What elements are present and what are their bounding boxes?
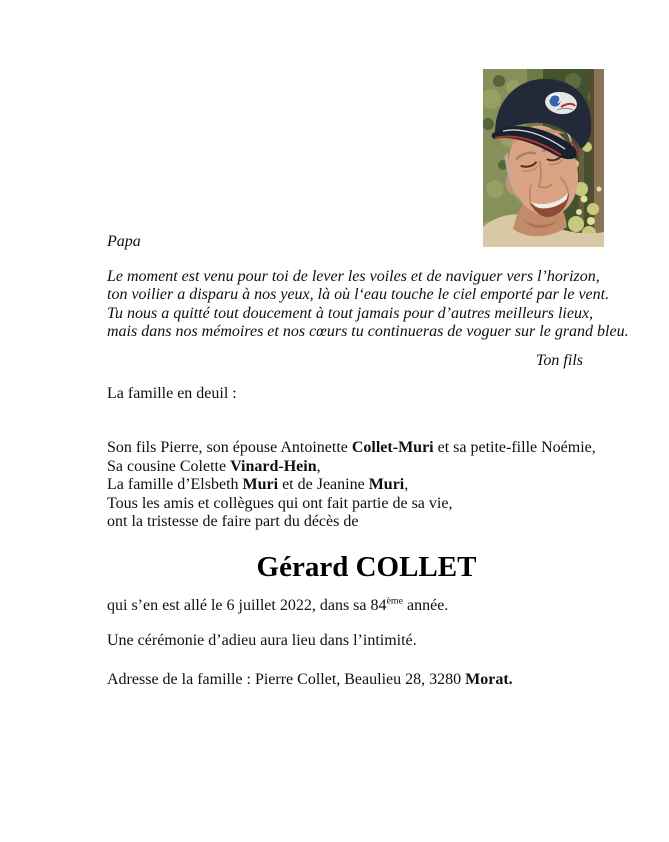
portrait-photo-illustration [483,69,604,247]
poem-line: mais dans nos mémoires et nos cœurs tu continueras de voguer sur le grand bleu. [107,323,629,341]
ceremony-line: Une cérémonie d’adieu aura lieu dans l’intimité. [107,632,417,649]
death-date-line: qui s’en est allé le 6 juillet 2022, dans sa 84ème année. [107,595,449,614]
family-line: Sa cousine Colette Vinard-Hein, [107,457,321,475]
poem-signature: Ton fils [536,352,583,369]
family-line: ont la tristesse de faire part du décès de [107,513,359,530]
dedication-papa: Papa [107,233,141,250]
family-address-line: Adresse de la famille : Pierre Collet, Beaulieu 28, 3280 Morat. [107,671,513,688]
family-list [107,439,596,532]
memorial-poem [107,268,629,342]
family-line: Son fils Pierre, son épouse Antoinette Collet-Muri et sa petite-fille Noémie, [107,439,596,456]
poem-line: Tu nous a quitté tout doucement à tout jamais pour d’autres meilleurs lieux, [107,304,594,322]
poem-line: ton voilier a disparu à nos yeux, là où l‘eau touche le ciel emporté par le vent. [107,286,610,304]
poem-line: Le moment est venu pour toi de lever les voiles et de naviguer vers l’horizon, [107,268,600,285]
family-heading: La famille en deuil : [107,385,237,402]
family-line: Tous les amis et collègues qui ont fait partie de sa vie, [107,494,453,512]
deceased-name: Gérard COLLET [256,551,477,583]
portrait-photo [483,69,604,247]
family-line: La famille d’Elsbeth Muri et de Jeanine Muri, [107,476,409,493]
